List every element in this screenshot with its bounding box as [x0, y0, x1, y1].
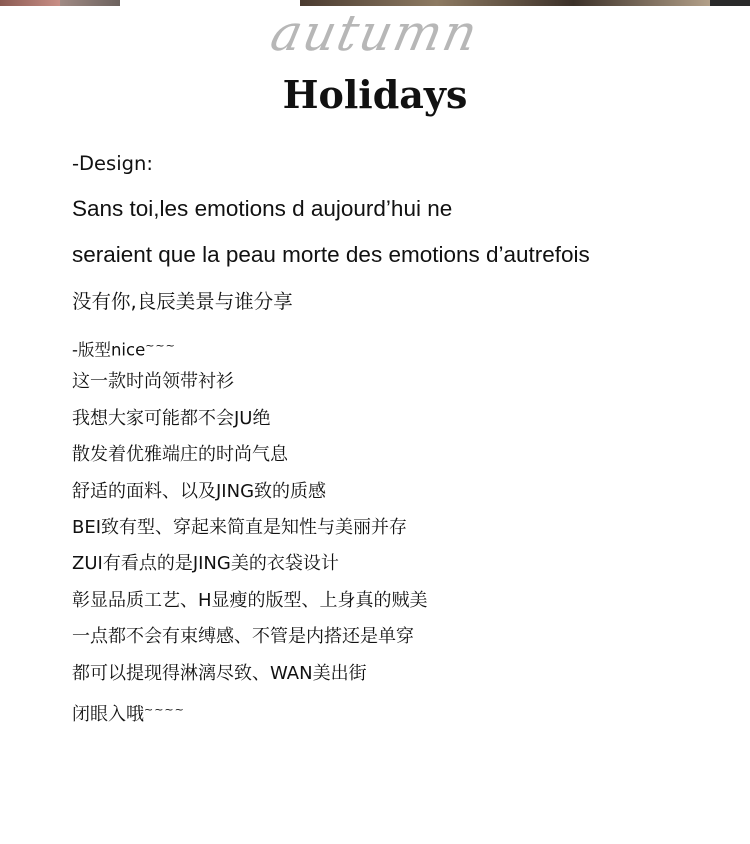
style-heading-tilde: ~~~: [145, 339, 176, 352]
closing-text: 闭眼入哦: [72, 703, 144, 725]
description-line: 舒适的面料、以及JING致的质感: [72, 480, 327, 502]
product-description: [72, 147, 732, 731]
page-title: Holidays: [282, 72, 468, 117]
french-quote-line-1: Sans toi,les emotions d aujourd’hui ne: [72, 196, 453, 221]
description-line: ZUI有看点的是JING美的衣袋设计: [72, 553, 339, 575]
description-line: 一点都不会有束缚感、不管是内搭还是单穿: [72, 626, 414, 648]
description-line: 都可以提现得淋漓尽致、WAN美出街: [72, 662, 367, 684]
description-line: 我想大家可能都不会JU绝: [72, 407, 271, 429]
description-line: BEI致有型、穿起来简直是知性与美丽并存: [72, 516, 408, 538]
closing-tilde: ~~~~: [144, 702, 185, 716]
style-heading: [72, 331, 732, 367]
script-title: autumn: [265, 4, 485, 62]
description-line: 彰显品质工艺、H显瘦的版型、上身真的贼美: [72, 589, 428, 611]
description-line: 散发着优雅端庄的时尚气息: [72, 444, 288, 466]
french-quote-line-2: seraient que la peau morte des emotions d’autrefois: [72, 242, 590, 267]
closing-line: [72, 695, 732, 731]
style-heading-text: -版型nice: [72, 340, 146, 360]
design-label: -Design:: [72, 152, 153, 175]
description-line: 这一款时尚领带衬衫: [72, 371, 234, 393]
chinese-quote-line: 没有你,良辰美景与谁分享: [72, 290, 293, 313]
